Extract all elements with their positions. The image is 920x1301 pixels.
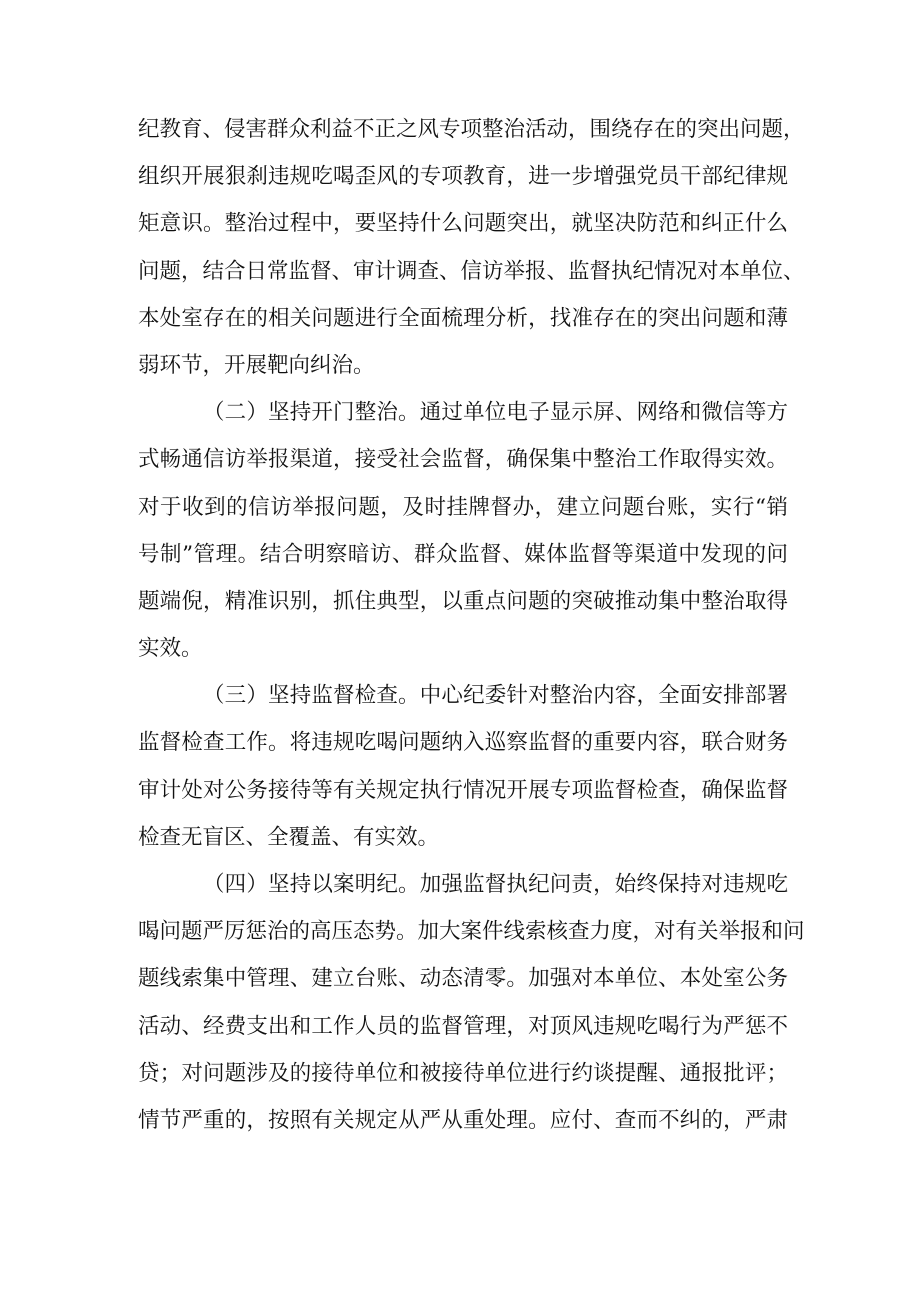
paragraph-line: 矩意识。整治过程中，要坚持什么问题突出，就坚决防范和纠正什么 [138,211,788,237]
paragraph-line: 喝问题严厉惩治的高压态势。加大案件线索核查力度，对有关举报和问 [138,919,805,945]
paragraph-line: 问题，结合日常监督、审计调查、信访举报、监督执纪情况对本单位、 [138,258,805,284]
paragraph-line: 题线索集中管理、建立台账、动态清零。加强对本单位、本处室公务 [138,966,788,992]
document-body [138,106,805,1144]
paragraph-line: 本处室存在的相关问题进行全面梳理分析，找准存在的突出问题和薄 [138,305,788,331]
paragraph-line: （四）坚持以案明纪。加强监督执纪问责，始终保持对违规吃 [203,872,788,897]
paragraph-line: 组织开展狠刹违规吃喝歪风的专项教育，进一步增强党员干部纪律规 [138,164,788,190]
paragraph-line: 纪教育、侵害群众利益不正之风专项整治活动，围绕存在的突出问题， [138,117,805,142]
paragraph-2 [138,389,788,672]
paragraph-3 [138,672,788,861]
paragraph-line: 弱环节，开展靶向纠治。 [138,352,375,378]
paragraph-1 [138,106,805,389]
paragraph-line: 贷；对问题涉及的接待单位和被接待单位进行约谈提醒、通报批评； [138,1060,788,1086]
paragraph-line: 号制”管理。结合明察暗访、群众监督、媒体监督等渠道中发现的问 [138,541,788,567]
paragraph-line: 审计处对公务接待等有关规定执行情况开展专项监督检查，确保监督 [138,777,788,803]
paragraph-line: 实效。 [138,636,203,662]
paragraph-line: 监督检查工作。将违规吃喝问题纳入巡察监督的重要内容，联合财务 [138,730,788,756]
paragraph-line: 对于收到的信访举报问题，及时挂牌督办，建立问题台账，实行“销 [138,494,788,520]
paragraph-line: 式畅通信访举报渠道，接受社会监督，确保集中整治工作取得实效。 [138,447,788,473]
paragraph-4 [138,861,805,1144]
paragraph-line: （三）坚持监督检查。中心纪委针对整治内容，全面安排部署 [203,683,788,709]
paragraph-line: 题端倪，精准识别，抓住典型，以重点问题的突破推动集中整治取得 [138,588,788,614]
paragraph-line: 情节严重的，按照有关规定从严从重处理。应付、查而不纠的，严肃 [138,1107,788,1133]
paragraph-line: （二）坚持开门整治。通过单位电子显示屏、网络和微信等方 [203,400,788,426]
paragraph-line: 活动、经费支出和工作人员的监督管理，对顶风违规吃喝行为严惩不 [138,1013,788,1039]
paragraph-line: 检查无盲区、全覆盖、有实效。 [138,824,440,850]
